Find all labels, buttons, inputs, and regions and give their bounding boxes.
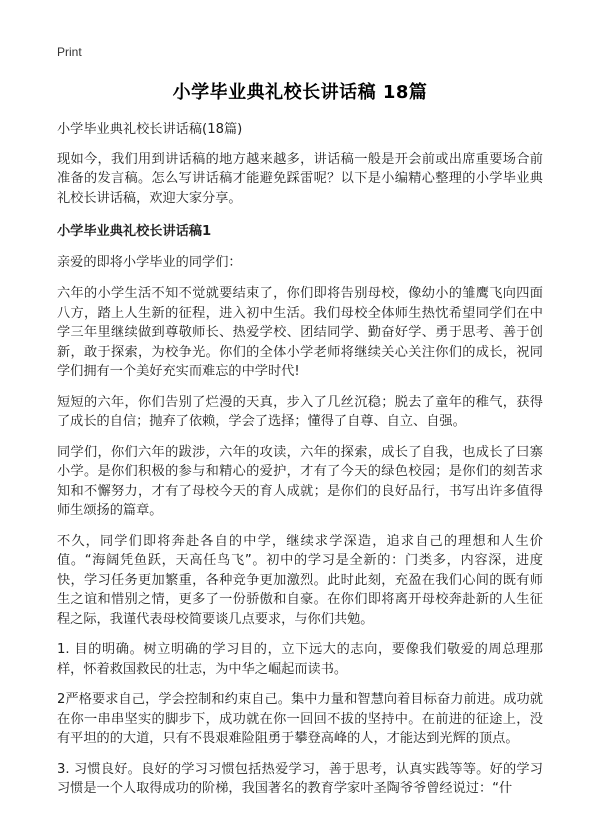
body-paragraph: 3. 习惯良好。良好的学习习惯包括热爱学习，善于思考，认真实践等等。好的学习习惯是一个人取得成功的阶梯，我国著名的教育学家叶圣陶爷爷曾经说过：“什 (57, 761, 543, 796)
intro-paragraph: 现如今，我们用到讲话稿的地方越来越多，讲话稿一般是开会前或出席重要场合前准备的发言稿。怎么写讲话稿才能避免踩雷呢？以下是小编精心整理的小学毕业典礼校长讲话稿，欢迎大家分享。 (57, 151, 543, 206)
body-paragraph: 短短的六年，你们告别了烂漫的天真，步入了几丝沉稳；脱去了童年的稚气，获得了成长的自信；抛弃了依赖，学会了选择；懂得了自尊、自立、自强。 (57, 394, 543, 429)
document-subtitle: 小学毕业典礼校长讲话稿(18篇) (57, 122, 243, 137)
body-paragraph: 2严格要求自己，学会控制和约束自己。集中力量和智慧向着目标奋力前进。成功就在你一串串坚实的脚步下，成功就在你一回回不拔的坚持中。在前进的征途上，没有平坦的的大道，只有不畏艰难险阻勇于攀登高峰的人，才能达到光辉的顶点。 (57, 692, 543, 746)
greeting: 亲爱的即将小学毕业的同学们： (57, 254, 242, 270)
body-paragraph: 1. 目的明确。树立明确的学习目的，立下远大的志向，要像我们敬爱的周总理那样，怀着救国救民的壮志，为中华之崛起而读书。 (57, 642, 543, 677)
document-title: 小学毕业典礼校长讲话稿 18篇 (172, 82, 428, 103)
body-paragraph: 同学们，你们六年的跋涉，六年的攻读，六年的探索，成长了自我，也成长了曰寨小学。是你们积极的参与和精心的爱护，才有了今天的绿色校园；是你们的刻苦求知和不懈努力，才有了母校今天的育人成就；是你们的良好品行，书写出许多值得师生颂扬的篇章。 (57, 444, 543, 518)
body-paragraph: 不久，同学们即将奔赴各自的中学，继续求学深造，追求自己的理想和人生价值。“海阔凭鱼跃，天高任鸟飞”。初中的学习是全新的：门类多，内容深，进度快，学习任务更加繁重，各种竞争更加激烈。此时此刻，充盈在我们心间的既有师生之谊和惜别之情，更多了一份骄傲和自豪。在你们即将离开母校奔赴新的人生征程之际，我谨代表母校简要谈几点要求，与你们共勉。 (57, 533, 543, 627)
section-heading: 小学毕业典礼校长讲话稿1 (57, 224, 212, 239)
body-paragraph: 六年的小学生活不知不觉就要结束了，你们即将告别母校，像幼小的雏鹰飞向四面八方，踏上人生新的征程，进入初中生活。我们母校全体师生热忱希望同学们在中学三年里继续做到尊敬师长、热爱学校、团结同学、勤奋好学、勇于思考、善于创新，敢于探索，为校争光。你们的全体小学老师将继续关心关注你们的成长，祝同学们拥有一个美好充实而难忘的中学时代! (57, 286, 543, 379)
print-link[interactable]: Print (57, 45, 82, 59)
document-body (57, 120, 543, 810)
